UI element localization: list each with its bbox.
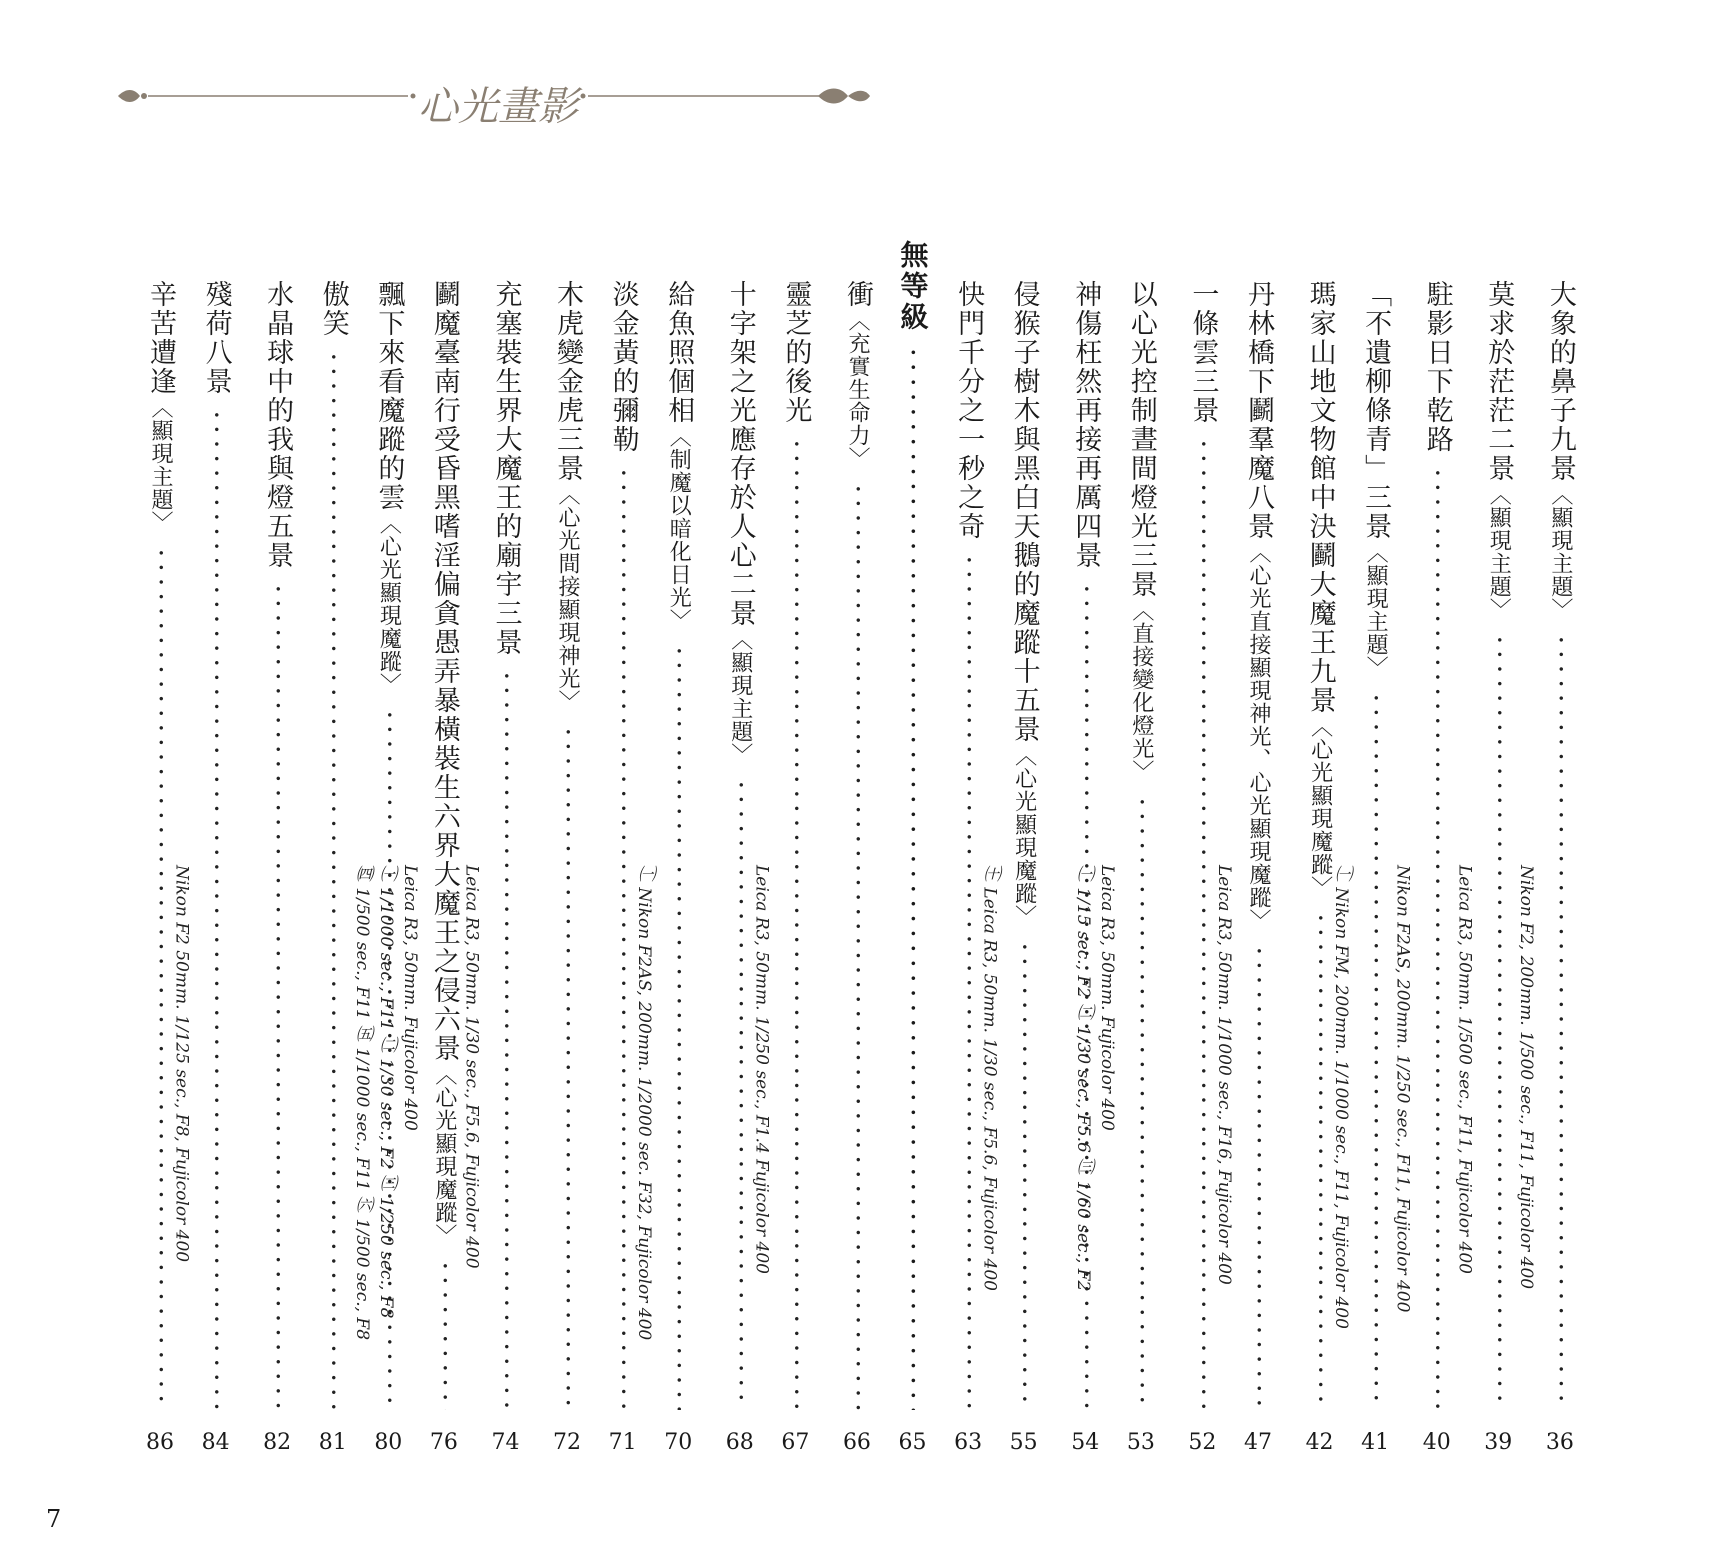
camera-spec: ㈠ 1/1000 sec., F11 ㈡ 1/30 sec., F2 ㈢ 1/250 sec., F8 xyxy=(375,865,396,1319)
entry-note: 〈顯現主題〉 xyxy=(727,628,753,766)
entry-page-number: 67 xyxy=(781,1430,810,1455)
entry-note: 〈心光直接顯現神光、心光顯現魔蹤〉 xyxy=(1245,541,1271,932)
entry-title xyxy=(313,280,353,1410)
entry-title xyxy=(196,280,236,1410)
entry-page-number: 70 xyxy=(664,1430,693,1455)
camera-spec: ㈠ 1/15 sec., F2 ㈡ 1/30 sec., F5.6 ㈢ 1/60 sec., F2 xyxy=(1072,865,1093,1292)
entry-page-number: 68 xyxy=(725,1430,754,1455)
toc-entry[interactable] xyxy=(1182,280,1219,1480)
toc-entry[interactable] xyxy=(1065,280,1102,1480)
entry-page-number: 74 xyxy=(491,1430,520,1455)
entry-title xyxy=(547,280,587,1410)
entry-page-number: 80 xyxy=(374,1430,403,1455)
toc-entry[interactable] xyxy=(313,280,347,1480)
entry-title xyxy=(485,280,525,1410)
entry-title xyxy=(140,280,180,1410)
toc-entry[interactable] xyxy=(837,280,871,1480)
entry-page-number: 81 xyxy=(318,1430,347,1455)
entry-title xyxy=(948,280,988,1410)
entry-page-number: 86 xyxy=(146,1430,174,1455)
entry-title-text: 衝 xyxy=(841,280,873,309)
entry-note: 〈顯現主題〉 xyxy=(1363,541,1389,679)
camera-spec: Leica R3, 50mm. 1/1000 sec., F16, Fujicolor 400 xyxy=(1213,865,1234,1285)
entry-title-text: 飄下來看魔蹤的雲 xyxy=(373,280,405,512)
toc-entry[interactable] xyxy=(603,280,637,1480)
entry-page-number: 72 xyxy=(553,1430,582,1455)
toc-entry[interactable] xyxy=(368,280,405,1480)
entry-page-number: 42 xyxy=(1305,1430,1334,1455)
entry-title-text: 一條雲三景 xyxy=(1187,280,1219,425)
entry-title-text: 充塞裝生界大魔王的廟宇三景 xyxy=(490,280,522,657)
entry-page-number: 36 xyxy=(1545,1430,1574,1455)
entry-title xyxy=(1540,280,1580,1410)
entry-page-number: 71 xyxy=(608,1430,637,1455)
camera-spec: Leica R3, 50mm. Fujicolor 400 xyxy=(1096,865,1117,1131)
entry-title-text: 莫求於茫茫二景 xyxy=(1483,280,1515,483)
entry-title xyxy=(1355,280,1395,1410)
entry-title-text: 神傷枉然再接再厲四景 xyxy=(1070,280,1102,570)
entry-title-text: 殘荷八景 xyxy=(200,280,232,396)
toc-entry[interactable] xyxy=(720,280,754,1480)
entry-title-text: 靈芝的後光 xyxy=(780,280,812,425)
entry-title-text: 水晶球中的我與燈五景 xyxy=(262,280,294,570)
entry-note: 〈心光顯現魔蹤〉 xyxy=(376,512,402,696)
entry-note: 〈顯現主題〉 xyxy=(148,396,173,534)
section-heading xyxy=(893,240,930,1480)
toc-entry[interactable] xyxy=(461,280,525,1480)
entry-page-number: 40 xyxy=(1422,1430,1451,1455)
entry-page-number: 53 xyxy=(1126,1430,1155,1455)
camera-spec: Nikon F2AS, 200mm. 1/250 sec., F11, Fujicolor 400 xyxy=(1392,865,1413,1313)
entry-note: 〈制魔以暗化日光〉 xyxy=(666,425,692,632)
entry-title-text: 辛苦遭逢 xyxy=(145,280,176,396)
entry-title-text: 木虎變金虎三景 xyxy=(552,280,584,483)
entry-note: 〈心光顯現魔蹤〉 xyxy=(1011,744,1037,928)
entry-title xyxy=(1004,280,1044,1410)
entry-title xyxy=(1182,280,1222,1410)
toc-entry[interactable] xyxy=(547,280,584,1480)
grade-page-number: 65 xyxy=(898,1430,927,1455)
entry-page-number: 39 xyxy=(1484,1430,1513,1455)
flourish-divider xyxy=(118,78,930,142)
toc-entry[interactable] xyxy=(634,280,698,1480)
entry-page-number: 82 xyxy=(263,1430,292,1455)
entry-page-number: 63 xyxy=(954,1430,983,1455)
camera-spec: Leica R3, 50mm. Fujicolor 400 xyxy=(399,865,420,1131)
entry-title-text: 傲笑 xyxy=(317,280,349,338)
entry-title xyxy=(1065,280,1105,1410)
entry-title-text: 瑪家山地文物館中決鬬大魔王九景 xyxy=(1304,280,1336,715)
entry-note: 〈顯現主題〉 xyxy=(1486,483,1512,621)
table-of-contents xyxy=(140,240,1580,1480)
camera-spec: Leica R3, 50mm. 1/30 sec., F5.6, Fujicolor 400 xyxy=(461,865,482,1269)
camera-spec: ㈠ Nikon F2AS, 200mm. 1/2000 sec. F32, Fujicolor 400 xyxy=(634,865,655,1341)
entry-title xyxy=(1121,280,1161,1410)
entry-title-text: 淡金黃的彌勒 xyxy=(607,280,639,454)
entry-title-text: 大象的鼻子九景 xyxy=(1544,280,1576,483)
entry-page-number: 66 xyxy=(842,1430,871,1455)
entry-title-text: 駐影日下乾路 xyxy=(1421,280,1453,454)
entry-title xyxy=(720,280,760,1410)
toc-entry[interactable] xyxy=(257,280,294,1480)
entry-page-number: 76 xyxy=(429,1430,458,1455)
entry-page-number: 54 xyxy=(1071,1430,1100,1455)
entry-title xyxy=(257,280,297,1410)
entry-title xyxy=(1417,280,1457,1410)
entry-note: 〈充實生命力〉 xyxy=(844,309,870,470)
entry-title xyxy=(1238,280,1278,1410)
camera-spec: ㈩ Leica R3, 50mm. 1/30 sec., F5.6, Fujicolor 400 xyxy=(979,865,1000,1291)
entry-page-number: 47 xyxy=(1243,1430,1272,1455)
entry-note: 〈心光顯現魔蹤〉 xyxy=(431,1063,457,1247)
toc-entry[interactable] xyxy=(140,280,174,1480)
grade-label: 無等級 ····· xyxy=(893,240,933,1410)
camera-spec: Nikon F2 50mm. 1/125 sec., F8, Fujicolor 400 xyxy=(171,865,192,1263)
entry-title-text: 侵猴子樹木與黑白天鵝的魔蹤十五景 xyxy=(1008,280,1040,744)
entry-title-text: 給魚照個相 xyxy=(663,280,695,425)
toc-entry[interactable] xyxy=(1213,280,1278,1480)
entry-title xyxy=(1300,280,1340,1410)
camera-spec: Nikon F2, 200mm. 1/500 sec., F11, Fujicolor 400 xyxy=(1515,865,1536,1290)
header-ornament xyxy=(118,78,930,142)
entry-page-number: 84 xyxy=(201,1430,230,1455)
entry-title-text: 十字架之光應存於人心二景 xyxy=(724,280,756,628)
toc-entry[interactable] xyxy=(171,280,236,1480)
camera-spec: Leica R3, 50mm. 1/250 sec., F1.4 Fujicolor 400 xyxy=(751,865,772,1274)
entry-title xyxy=(1478,280,1518,1410)
entry-page-number: 55 xyxy=(1009,1430,1038,1455)
toc-entry[interactable] xyxy=(1515,280,1580,1480)
entry-title-text: 以心光控制晝間燈光三景 xyxy=(1125,280,1157,599)
toc-entry[interactable] xyxy=(948,280,985,1480)
entry-note: 〈顯現主題〉 xyxy=(1547,483,1573,621)
entry-title xyxy=(603,280,643,1410)
entry-title-text: 丹林橋下鬬羣魔八景 xyxy=(1242,280,1274,541)
entry-note: 〈直接變化燈光〉 xyxy=(1128,599,1154,783)
camera-spec: ㈣ 1/500 sec., F11 ㈤ 1/1000 sec., F11 ㈥ 1/500 sec., F8 xyxy=(351,865,372,1341)
entry-title-text: 鬬魔臺南行受昏黑嗜淫偏貪愚弄暴橫裝生六界大魔王之侵六景 xyxy=(428,280,460,1063)
entry-page-number: 52 xyxy=(1188,1430,1217,1455)
entry-note: 〈心光顯現魔蹤〉 xyxy=(1307,715,1333,899)
entry-note: 〈心光間接顯現神光〉 xyxy=(555,483,581,713)
entry-title xyxy=(424,280,464,1410)
entry-title xyxy=(658,280,698,1410)
toc-entry[interactable] xyxy=(1454,280,1518,1480)
toc-entry[interactable] xyxy=(1300,280,1334,1480)
camera-spec: ㈠ Nikon FM, 200mm. 1/1000 sec., F11, Fujicolor 400 xyxy=(1331,865,1352,1329)
toc-entry[interactable] xyxy=(1331,280,1395,1480)
entry-page-number: 41 xyxy=(1361,1430,1390,1455)
page-number: 7 xyxy=(46,1505,62,1533)
camera-spec: Leica R3, 50mm. 1/500 sec., F11, Fujicolor 400 xyxy=(1454,865,1475,1274)
entry-title xyxy=(837,280,877,1410)
logo-text: 心光畫影 xyxy=(418,84,578,130)
toc-entry[interactable] xyxy=(751,280,815,1480)
entry-title xyxy=(368,280,408,1410)
entry-title-text: 「不遺柳條青」三景 xyxy=(1360,280,1392,541)
toc-entry[interactable] xyxy=(979,280,1044,1480)
toc-entry[interactable] xyxy=(1392,280,1457,1480)
entry-title-text: 快門千分之一秒之奇 xyxy=(953,280,985,541)
entry-title xyxy=(775,280,815,1410)
